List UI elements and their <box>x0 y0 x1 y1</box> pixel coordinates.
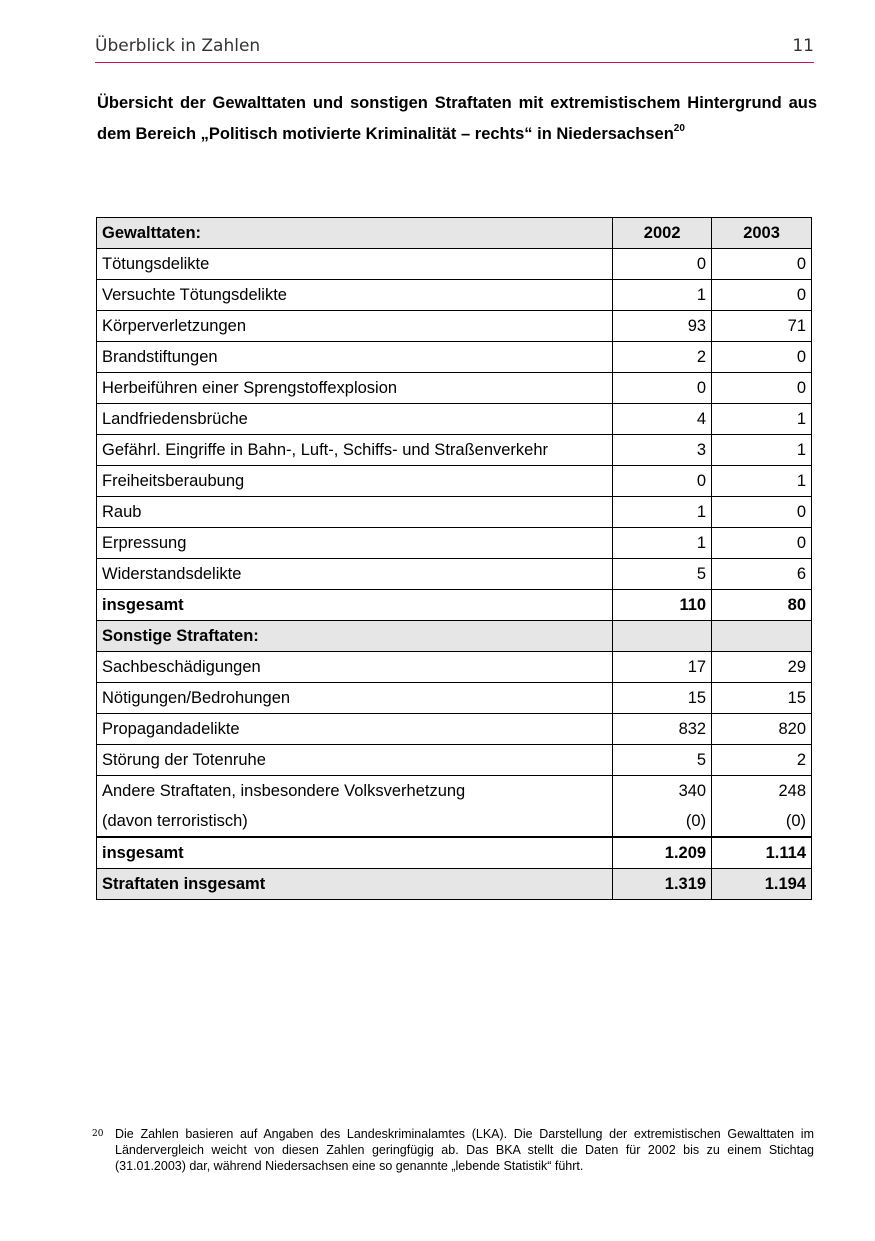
table-row <box>97 559 812 590</box>
row-label: Brandstiftungen <box>97 342 613 373</box>
table-row <box>97 497 812 528</box>
footnote-number: 20 <box>92 1129 104 1139</box>
value-2002: 17 <box>613 652 712 683</box>
row-label: Freiheitsberaubung <box>97 466 613 497</box>
value-2003: 0 <box>712 280 812 311</box>
row-label: Nötigungen/Bedrohungen <box>97 683 613 714</box>
value-2002: 1.209 <box>613 837 712 869</box>
section-title: Überblick in Zahlen <box>95 36 261 56</box>
subtotal-row-other <box>97 837 812 869</box>
value-2002: 4 <box>613 404 712 435</box>
table-row <box>97 249 812 280</box>
running-header <box>95 34 814 63</box>
value-2003: 0 <box>712 342 812 373</box>
row-label: Herbeiführen einer Sprengstoffexplosion <box>97 373 613 404</box>
row-label: Tötungsdelikte <box>97 249 613 280</box>
table-row <box>97 404 812 435</box>
value-2003: 1 <box>712 404 812 435</box>
section-label-violent: Gewalttaten: <box>97 218 613 249</box>
value-2003: 71 <box>712 311 812 342</box>
footnote <box>92 1126 814 1174</box>
value-2003: 6 <box>712 559 812 590</box>
value-2002: 15 <box>613 683 712 714</box>
value-2003-main: 248 <box>778 782 806 800</box>
value-2003: 1.114 <box>712 837 812 869</box>
value-2003: 1 <box>712 466 812 497</box>
row-label: Körperverletzungen <box>97 311 613 342</box>
table-row <box>97 280 812 311</box>
table-row <box>97 528 812 559</box>
value-2002: 832 <box>613 714 712 745</box>
footnote-reference: 20 <box>673 122 685 134</box>
value-2003: 0 <box>712 497 812 528</box>
table-row <box>97 652 812 683</box>
table-row <box>97 342 812 373</box>
row-label-main: Andere Straftaten, insbesondere Volksverhetzung <box>102 782 466 800</box>
row-label: Versuchte Tötungsdelikte <box>97 280 613 311</box>
heading-text: Übersicht der Gewalttaten und sonstigen Straftaten mit extremistischem Hintergrund aus dem Bereich „Politisch motivierte Kriminalität – rechts“ in Niedersachsen <box>97 94 817 143</box>
value-2003: 29 <box>712 652 812 683</box>
table-header-row <box>97 218 812 249</box>
footnote-text: Die Zahlen basieren auf Angaben des Landeskriminalamtes (LKA). Die Darstellung der extremistischen Gewalttaten im Ländervergleich weicht von diesen Zahlen geringfügig ab. Das BKA stellt die Daten für 2002 bis zu einem Stichtag (31.01.2003) dar, während Niedersachsen eine so genannte „lebende Statistik“ führt. <box>115 1127 814 1173</box>
value-2002 <box>613 776 712 838</box>
value-2002: 5 <box>613 745 712 776</box>
row-label: Erpressung <box>97 528 613 559</box>
table-row-other-offenses <box>97 776 812 838</box>
column-header-2003: 2003 <box>712 218 812 249</box>
value-2003: 0 <box>712 373 812 404</box>
row-label: Propagandadelikte <box>97 714 613 745</box>
table-row <box>97 373 812 404</box>
value-2003: 80 <box>712 590 812 621</box>
value-2003: 0 <box>712 528 812 559</box>
value-2002: 1.319 <box>613 869 712 900</box>
row-label: Sachbeschädigungen <box>97 652 613 683</box>
value-2002: 1 <box>613 280 712 311</box>
table-row <box>97 311 812 342</box>
page-number: 11 <box>792 36 814 56</box>
value-2002-sub: (0) <box>685 812 707 830</box>
row-label: Raub <box>97 497 613 528</box>
grand-total-row <box>97 869 812 900</box>
row-label: Störung der Totenruhe <box>97 745 613 776</box>
row-label-sub: (davon terroristisch) <box>102 812 248 830</box>
value-2003-sub: (0) <box>785 812 806 830</box>
table-heading <box>97 88 817 150</box>
value-2003 <box>712 776 812 838</box>
row-label: insgesamt <box>97 590 613 621</box>
value-2003: 820 <box>712 714 812 745</box>
value-2002: 0 <box>613 249 712 280</box>
statistics-table <box>96 217 812 900</box>
table-row <box>97 466 812 497</box>
subtotal-row-violent <box>97 590 812 621</box>
value-2002: 1 <box>613 497 712 528</box>
row-label: Straftaten insgesamt <box>97 869 613 900</box>
value-2002: 93 <box>613 311 712 342</box>
value-2002: 0 <box>613 466 712 497</box>
value-2002: 0 <box>613 373 712 404</box>
value-2002: 3 <box>613 435 712 466</box>
row-label: insgesamt <box>97 837 613 869</box>
table-row <box>97 683 812 714</box>
value-2003: 2 <box>712 745 812 776</box>
value-2003: 1.194 <box>712 869 812 900</box>
row-label: Gefährl. Eingriffe in Bahn-, Luft-, Schiffs- und Straßenverkehr <box>97 435 613 466</box>
table-row <box>97 745 812 776</box>
empty-cell <box>613 621 712 652</box>
row-label: Widerstandsdelikte <box>97 559 613 590</box>
value-2002: 110 <box>613 590 712 621</box>
value-2003: 1 <box>712 435 812 466</box>
row-label: Landfriedensbrüche <box>97 404 613 435</box>
table-row <box>97 435 812 466</box>
value-2002: 1 <box>613 528 712 559</box>
row-label <box>97 776 613 838</box>
value-2003: 0 <box>712 249 812 280</box>
value-2003: 15 <box>712 683 812 714</box>
column-header-2002: 2002 <box>613 218 712 249</box>
value-2002: 2 <box>613 342 712 373</box>
value-2002-main: 340 <box>678 782 707 800</box>
value-2002: 5 <box>613 559 712 590</box>
empty-cell <box>712 621 812 652</box>
table-row <box>97 714 812 745</box>
section-header-row-other <box>97 621 812 652</box>
section-label-other: Sonstige Straftaten: <box>97 621 613 652</box>
